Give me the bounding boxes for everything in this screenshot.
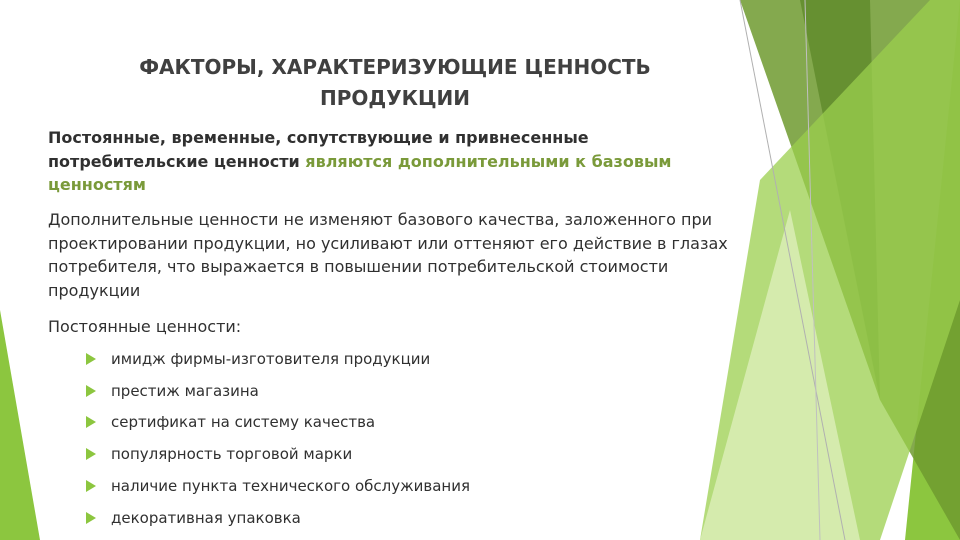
bullet-arrow-icon [86, 353, 96, 365]
list-item [86, 502, 470, 534]
bullet-arrow-icon [86, 512, 96, 524]
title-line-1: ФАКТОРЫ, ХАРАКТЕРИЗУЮЩИЕ ЦЕННОСТЬ [139, 55, 651, 79]
list-item [86, 407, 470, 439]
list-item-text: имидж фирмы-изготовителя продукции [111, 349, 431, 368]
bullet-arrow-icon [86, 448, 96, 460]
paragraph-1 [48, 126, 753, 197]
slide-title [60, 52, 730, 114]
bullet-arrow-icon [86, 416, 96, 428]
list-item [86, 438, 470, 470]
paragraph-1-highlight: являются дополнительными к базовым ценностям [48, 151, 672, 194]
title-line-2: ПРОДУКЦИИ [319, 86, 470, 110]
list-item [86, 470, 470, 502]
list-item-text: наличие пункта технического обслуживания [111, 477, 471, 496]
list-item [86, 343, 470, 375]
left-green-strip [0, 310, 40, 540]
paragraph-3: Постоянные ценности: [48, 317, 242, 336]
list-item [86, 375, 470, 407]
list-item-text: сертификат на систему качества [111, 413, 376, 432]
bullet-list [86, 343, 470, 534]
list-item-text: престиж магазина [111, 381, 259, 400]
list-item-text: популярность торговой марки [111, 445, 353, 464]
bullet-arrow-icon [86, 480, 96, 492]
paragraph-2: Дополнительные ценности не изменяют базового качества, заложенного при проектировании продукции, но усиливают или оттеняют его действие в глазах потребителя, что выражается в повышении потребительской стоимости продукции [48, 210, 728, 300]
paragraph-1-text: Постоянные, временные, сопутствующие и привнесенные потребительские ценности [48, 128, 589, 171]
bullet-arrow-icon [86, 385, 96, 397]
list-item-text: декоративная упаковка [111, 508, 301, 527]
